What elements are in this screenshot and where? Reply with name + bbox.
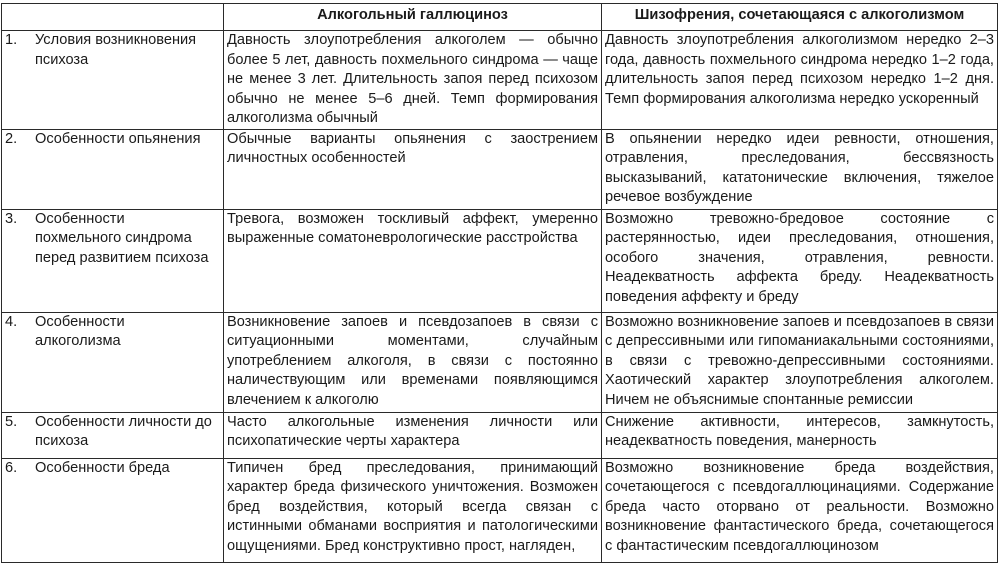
row-number: 2. <box>5 130 18 147</box>
comparison-table <box>1 3 998 563</box>
table-row <box>2 458 998 562</box>
schizophrenia-cell: Давность злоупотребления алкоголизмом нередко 2–3 года, давность похмельного синдрома нередко 1–2 года, длительность запоя перед психозом нередко 1–2 дня. Темп формирования алкоголизма нередко ускоренный <box>602 31 998 130</box>
table-row <box>2 312 998 412</box>
table-row <box>2 209 998 312</box>
row-number: 3. <box>5 210 18 227</box>
hallucinosis-cell: Тревога, возможен тоскливый аффект, умеренно выраженные соматоневрологические расстройства <box>224 209 602 312</box>
row-label-cell <box>2 31 224 130</box>
header-row <box>2 4 998 31</box>
row-number: 6. <box>5 459 18 476</box>
row-label-cell <box>2 209 224 312</box>
row-label: Особенности опьянения <box>35 130 201 147</box>
hallucinosis-cell: Давность злоупотребления алкоголем — обычно более 5 лет, давность похмельного синдрома — чаще не менее 3 лет. Длительность запоя перед психозом обычно не менее 5–6 дней. Темп формирования алкоголизма обычный <box>224 31 602 130</box>
table-row <box>2 129 998 209</box>
row-number: 4. <box>5 313 18 330</box>
header-empty-cell <box>2 4 224 31</box>
row-label: Особенности бреда <box>35 459 170 476</box>
row-number: 5. <box>5 413 18 430</box>
table-row <box>2 412 998 458</box>
schizophrenia-cell: В опьянении нередко идеи ревности, отношения, отравления, преследования, бессвязность высказываний, кататонические включения, тяжелое речевое возбуждение <box>602 129 998 209</box>
row-label: Особенности личности до психоза <box>35 413 212 449</box>
schizophrenia-cell: Возможно возникновение запоев и псевдозапоев в связи с депрессивными или гипоманиакальными состояниями, в связи с тревожно-депрессивными состояниями. Хаотический характер злоупотребления алкоголем. Ничем не объяснимые спонтанные ремиссии <box>602 312 998 412</box>
row-label-cell <box>2 312 224 412</box>
row-label: Особенности алкоголизма <box>35 313 125 349</box>
row-label-cell <box>2 412 224 458</box>
hallucinosis-cell: Часто алкогольные изменения личности или психопатические черты характера <box>224 412 602 458</box>
schizophrenia-cell: Возможно возникновение бреда воздействия, сочетающегося с псевдогаллюцинациями. Содержание бреда часто оторвано от реальности. Возможно возникновение фантастического бреда, сочетающегося с фантастическим псевдогаллюцинозом <box>602 458 998 562</box>
header-schizophrenia-with-alcoholism: Шизофрения, сочетающаяся с алкоголизмом <box>602 4 998 31</box>
table-row <box>2 31 998 130</box>
schizophrenia-cell: Снижение активности, интересов, замкнутость, неадекватность поведения, манерность <box>602 412 998 458</box>
row-label: Особенности похмельного синдрома перед развитием психоза <box>35 210 209 266</box>
schizophrenia-cell: Возможно тревожно-бредовое состояние с растерянностью, идеи преследования, отношения, особого значения, отравления, ревности. Неадекватность аффекта бреду. Неадекватность поведения аффекту и бреду <box>602 209 998 312</box>
hallucinosis-cell: Возникновение запоев и псевдозапоев в связи с ситуационными моментами, случайным употреблением алкоголя, в связи с постоянно наличествующим или временами появляющимся влечением к алкоголю <box>224 312 602 412</box>
row-label: Условия возникновения психоза <box>35 32 197 68</box>
row-label-cell <box>2 129 224 209</box>
row-number: 1. <box>5 32 18 48</box>
hallucinosis-cell: Обычные варианты опьянения с заострением личностных особенностей <box>224 129 602 209</box>
row-label-cell <box>2 458 224 562</box>
hallucinosis-cell: Типичен бред преследования, принимающий характер бреда физического уничтожения. Возможен бред воздействия, который всегда связан с истинными обманами восприятия и патологическими ощущениями. Бред конструктивно прост, нагляден, <box>224 458 602 562</box>
header-alcoholic-hallucinosis: Алкогольный галлюциноз <box>224 4 602 31</box>
